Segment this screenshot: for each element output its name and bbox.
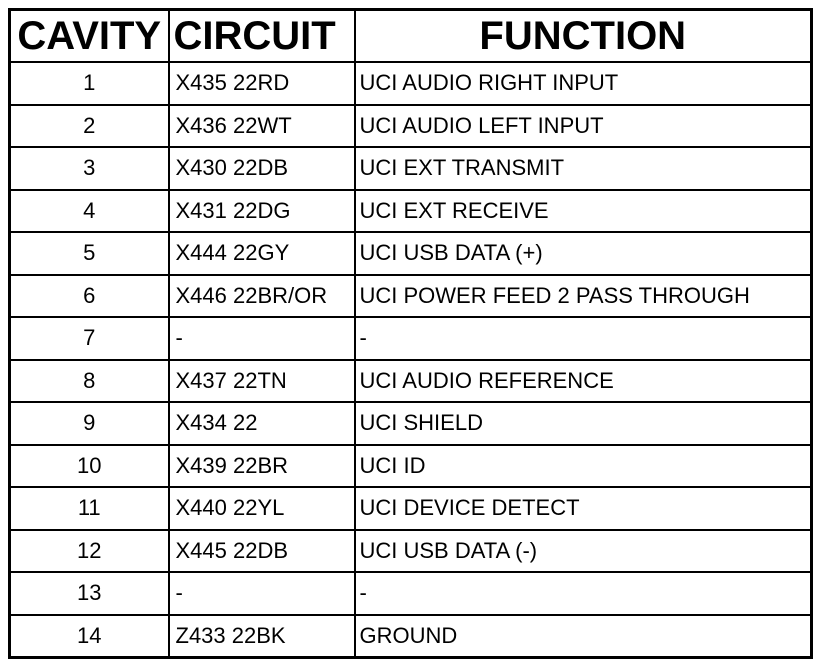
table-row — [10, 530, 812, 573]
table-row — [10, 487, 812, 530]
function-cell: UCI EXT RECEIVE — [355, 190, 812, 233]
table-row — [10, 572, 812, 615]
circuit-cell: - — [169, 317, 355, 360]
table-row — [10, 445, 812, 488]
function-cell: UCI POWER FEED 2 PASS THROUGH — [355, 275, 812, 318]
circuit-cell: X439 22BR — [169, 445, 355, 488]
circuit-cell: X445 22DB — [169, 530, 355, 573]
circuit-cell: X446 22BR/OR — [169, 275, 355, 318]
circuit-cell: X431 22DG — [169, 190, 355, 233]
cavity-cell: 10 — [10, 445, 169, 488]
table-row — [10, 402, 812, 445]
function-cell: UCI DEVICE DETECT — [355, 487, 812, 530]
cavity-cell: 7 — [10, 317, 169, 360]
table-row — [10, 275, 812, 318]
table-row — [10, 105, 812, 148]
connector-pinout-document — [8, 8, 813, 659]
header-circuit: CIRCUIT — [169, 10, 355, 63]
table-row — [10, 190, 812, 233]
cavity-cell: 12 — [10, 530, 169, 573]
cavity-cell: 3 — [10, 147, 169, 190]
function-cell: - — [355, 317, 812, 360]
function-cell: GROUND — [355, 615, 812, 658]
circuit-cell: X430 22DB — [169, 147, 355, 190]
cavity-cell: 13 — [10, 572, 169, 615]
table-row — [10, 317, 812, 360]
table-row — [10, 615, 812, 658]
circuit-cell: X440 22YL — [169, 487, 355, 530]
cavity-cell: 8 — [10, 360, 169, 403]
header-function: FUNCTION — [355, 10, 812, 63]
table-row — [10, 147, 812, 190]
circuit-cell: X444 22GY — [169, 232, 355, 275]
function-cell: UCI AUDIO LEFT INPUT — [355, 105, 812, 148]
function-cell: - — [355, 572, 812, 615]
cavity-cell: 14 — [10, 615, 169, 658]
function-cell: UCI AUDIO RIGHT INPUT — [355, 62, 812, 105]
function-cell: UCI SHIELD — [355, 402, 812, 445]
circuit-cell: X435 22RD — [169, 62, 355, 105]
cavity-cell: 6 — [10, 275, 169, 318]
function-cell: UCI USB DATA (+) — [355, 232, 812, 275]
cavity-cell: 5 — [10, 232, 169, 275]
function-cell: UCI USB DATA (-) — [355, 530, 812, 573]
cavity-cell: 9 — [10, 402, 169, 445]
header-row — [10, 10, 812, 63]
cavity-cell: 1 — [10, 62, 169, 105]
table-row — [10, 360, 812, 403]
cavity-cell: 2 — [10, 105, 169, 148]
circuit-cell: Z433 22BK — [169, 615, 355, 658]
table-row — [10, 232, 812, 275]
cavity-cell: 4 — [10, 190, 169, 233]
function-cell: UCI EXT TRANSMIT — [355, 147, 812, 190]
circuit-cell: X434 22 — [169, 402, 355, 445]
circuit-cell: X437 22TN — [169, 360, 355, 403]
table-row — [10, 62, 812, 105]
function-cell: UCI ID — [355, 445, 812, 488]
header-cavity: CAVITY — [10, 10, 169, 63]
circuit-cell: - — [169, 572, 355, 615]
cavity-cell: 11 — [10, 487, 169, 530]
pinout-table — [8, 8, 813, 659]
circuit-cell: X436 22WT — [169, 105, 355, 148]
function-cell: UCI AUDIO REFERENCE — [355, 360, 812, 403]
